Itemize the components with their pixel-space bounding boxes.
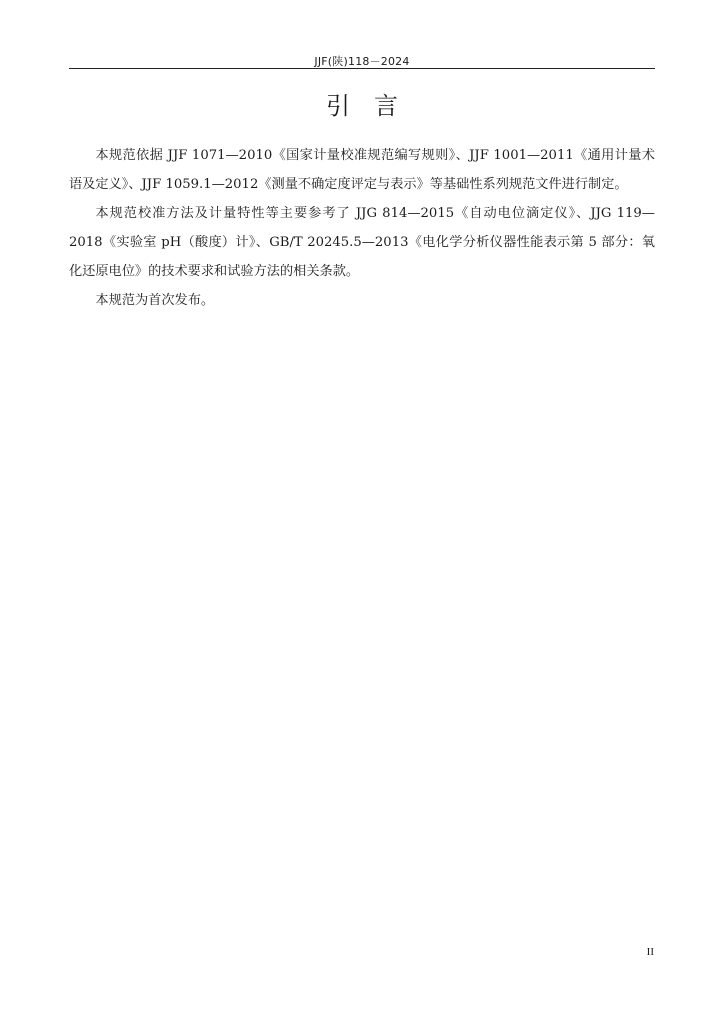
page-number: II — [646, 946, 654, 958]
paragraph-references: 本规范校准方法及计量特性等主要参考了 JJG 814—2015《自动电位滴定仪》、JJG 119—2018《实验室 pH（酸度）计》、GB/T 20245.5—2013《电化学分析仪器性能表示第 5 部分：氧化还原电位》的技术要求和试验方法的相关条款。 — [69, 206, 655, 279]
standard-code-header: JJF(陕)118－2024 — [314, 55, 410, 68]
paragraph-release: 本规范为首次发布。 — [95, 293, 215, 308]
header-divider — [69, 68, 655, 69]
page-title: 引言 — [326, 92, 422, 120]
paragraph-basis: 本规范依据 JJF 1071—2010《国家计量校准规范编写规则》、JJF 1001—2011《通用计量术语及定义》、JJF 1059.1—2012《测量不确定度评定与表示》等基础性系列规范文件进行制定。 — [69, 148, 655, 192]
body-text — [69, 141, 655, 315]
